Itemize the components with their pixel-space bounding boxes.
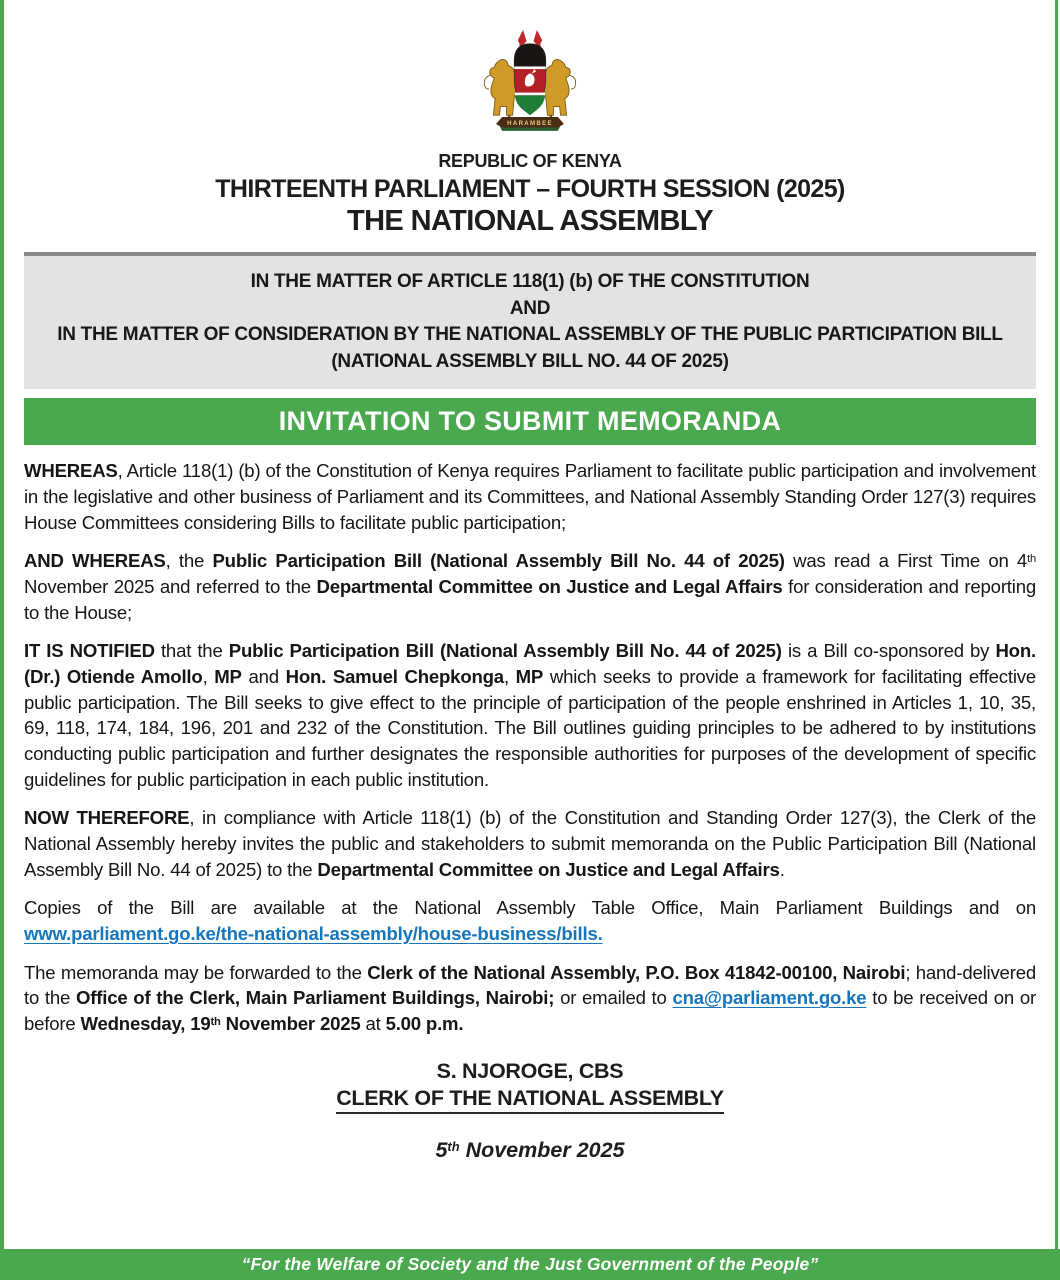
text-segment: Hon. Samuel Chepkonga (285, 665, 504, 687)
invitation-banner (24, 398, 1036, 445)
notice-date (24, 1138, 1036, 1163)
signatory-name: S. NJOROGE, CBS (436, 1058, 624, 1083)
text-segment: ; hand-delivered to the (24, 961, 1036, 1009)
text-segment: The memoranda may be forwarded to the (24, 961, 368, 983)
matter-box (24, 252, 1036, 389)
republic-title: REPUBLIC OF KENYA (438, 151, 622, 171)
text-segment: Hon. (Dr.) Otiende Amollo (24, 640, 1036, 687)
text-segment: 5.00 p.m. (385, 1012, 464, 1034)
text-segment: MP (515, 665, 544, 687)
text-segment: , (503, 665, 516, 687)
text-segment: th (1027, 553, 1036, 566)
text-segment: Wednesday, 19 (80, 1012, 211, 1034)
invitation-banner-title: INVITATION TO SUBMIT MEMORANDA (278, 406, 782, 437)
text-segment: for consideration and reporting to the House; (24, 576, 1036, 623)
bill-webpage-link[interactable]: www.parliament.go.ke/the-national-assembly/house-business/bills. (24, 922, 603, 944)
text-segment: that the (154, 640, 229, 662)
matter-line: IN THE MATTER OF ARTICLE 118(1) (b) OF THE CONSTITUTION (250, 271, 810, 292)
text-segment: November 2025 and referred to the (24, 576, 317, 597)
text-segment: MP (214, 665, 242, 687)
kenya-coat-of-arms-icon (469, 26, 591, 140)
text-segment: and (241, 665, 286, 687)
text-segment: WHEREAS (24, 460, 118, 482)
text-segment: th (210, 1015, 221, 1028)
text-segment: , in compliance with Article 118(1) (b) of the Constitution and Standing Order 127(3), the Clerk of the National Assembly hereby invites the public and stakeholders to submit memoranda on the Public Participation Bill (National Assembly Bill No. 44 of 2025) to the (24, 807, 1036, 880)
text-segment: is a Bill co-sponsored by (781, 640, 996, 662)
text-segment: Departmental Committee on Justice and Legal Affairs (316, 576, 783, 597)
text-segment: November 2025 (459, 1137, 625, 1162)
text-segment: November 2025 (220, 1012, 361, 1034)
text-segment: , Article 118(1) (b) of the Constitution of Kenya requires Parliament to facilitate public participation and involvement in the legislative and other business of Parliament and its Committees, and National Assembly Standing Order 127(3) requires House Committees considering Bills to facilitate public participation; (24, 460, 1036, 533)
text-segment: or emailed to (554, 987, 673, 1009)
text-segment: Public Participation Bill (National Assembly Bill No. 44 of 2025) (212, 550, 785, 572)
paragraph (24, 638, 1036, 792)
text-segment: at (360, 1012, 386, 1034)
clerk-email-link[interactable]: cna@parliament.go.ke (672, 987, 867, 1009)
text-segment: , (202, 665, 215, 687)
paragraph (24, 895, 1036, 946)
text-segment: Departmental Committee on Justice and Legal Affairs (317, 858, 780, 880)
text-segment: Office of the Clerk, Main Parliament Buildings, Nairobi; (76, 987, 555, 1009)
text-segment: was read a First Time on 4 (784, 550, 1028, 572)
footer-motto-bar (0, 1249, 1060, 1280)
footer-motto: “For the Welfare of Society and the Just Government of the People” (241, 1254, 819, 1274)
matter-line: IN THE MATTER OF CONSIDERATION BY THE NATIONAL ASSEMBLY OF THE PUBLIC PARTICIPATION BILL (57, 324, 1003, 346)
text-segment: AND WHEREAS (24, 550, 166, 572)
right-green-border (1055, 0, 1058, 1280)
text-segment: , the (165, 550, 213, 572)
text-segment: NOW THEREFORE (24, 807, 190, 829)
signatory-title: CLERK OF THE NATIONAL ASSEMBLY (336, 1086, 724, 1114)
text-segment: Copies of the Bill are available at the National Assembly Table Office, Main Parliament Buildings and on (24, 897, 1036, 919)
text-segment: th (447, 1138, 460, 1154)
paragraph (24, 458, 1036, 535)
parliament-session-title: THIRTEENTH PARLIAMENT – FOURTH SESSION (2025) (215, 175, 845, 203)
harambee-motto: HARAMBEE (507, 119, 553, 127)
notice-body (24, 458, 1036, 1036)
text-segment: to be received on or before (24, 987, 1036, 1034)
paragraph (24, 960, 1036, 1037)
text-segment: . (779, 858, 785, 880)
national-assembly-title: THE NATIONAL ASSEMBLY (346, 205, 714, 237)
signature-block (24, 1059, 1036, 1163)
kenya-coat-of-arms (24, 0, 1036, 145)
text-segment: Public Participation Bill (National Assembly Bill No. 44 of 2025) (228, 640, 782, 662)
matter-line: AND (509, 297, 551, 319)
text-segment: Clerk of the National Assembly, P.O. Box 41842-00100, Nairobi (367, 961, 906, 983)
notice-content (24, 0, 1036, 1163)
paragraph (24, 548, 1036, 625)
matter-line: (NATIONAL ASSEMBLY BILL NO. 44 OF 2025) (331, 350, 729, 372)
text-segment: 5 (435, 1137, 448, 1162)
paragraph (24, 805, 1036, 882)
left-green-border (0, 0, 4, 1280)
text-segment: IT IS NOTIFIED (24, 640, 155, 662)
text-segment: which seeks to provide a framework for facilitating effective public participation. The Bill seeks to give effect to the principle of participation of the people enshrined in Articles 1, 10, 35, 69, 118, 174, 184, 196, 201 and 232 of the Constitution. The Bill outlines guiding principles to be adhered to by institutions conducting public participation and further designates the responsible authorities for purposes of the development of specific guidelines for public participation in each public institution. (24, 665, 1036, 790)
